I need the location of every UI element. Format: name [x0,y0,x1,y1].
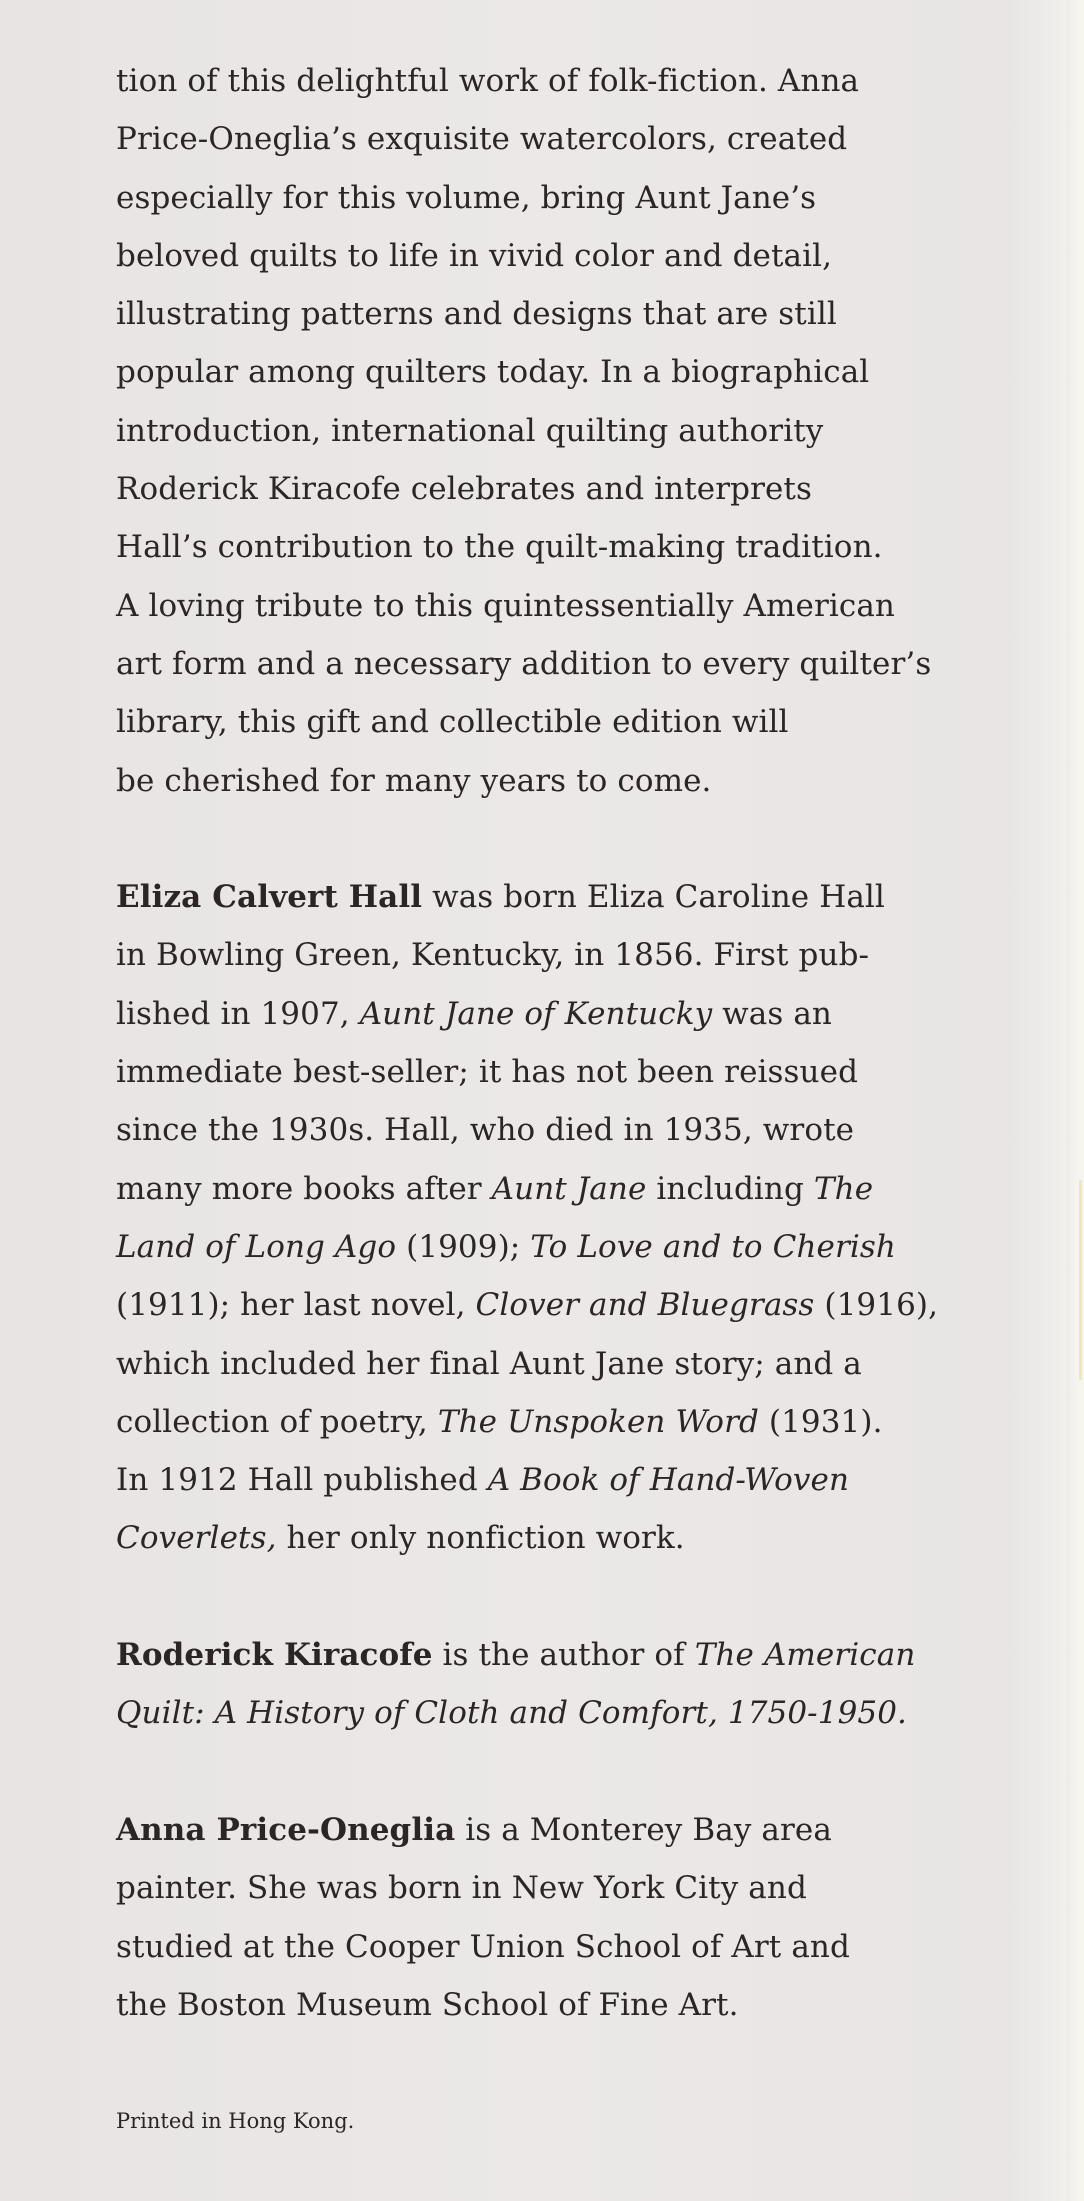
book-title: The [813,1170,874,1207]
text-line: especially for this volume, bring Aunt Jane’s [116,179,817,216]
text-line: Roderick Kiracofe celebrates and interprets [116,471,813,508]
text-line: the Boston Museum School of Fine Art. [116,1986,739,2023]
book-title: Aunt Jane of Kentucky [359,995,713,1032]
text-line: painter. She was born in New York City and [116,1870,807,1907]
description-paragraph [116,52,1046,810]
text-line: collection of poetry, The Unspoken Word (1931). [116,1403,883,1440]
text-line: Hall’s contribution to the quilt-making tradition. [116,529,883,566]
text-line: illustrating patterns and designs that are still [116,296,837,333]
kiracofe-bio-paragraph [116,1626,1046,1743]
text-line: be cherished for many years to come. [116,762,712,799]
book-title: Aunt Jane [491,1170,647,1207]
text-line: popular among quilters today. In a biographical [116,354,870,391]
author-name: Anna Price-Oneglia [116,1811,456,1848]
text-line: many more books after Aunt Jane including The [116,1170,874,1207]
text-line: studied at the Cooper Union School of Art and [116,1928,850,1965]
book-title: Clover and Bluegrass [475,1287,815,1324]
text-line: Land of Long Ago (1909); To Love and to Cherish [116,1228,896,1265]
oneglia-bio-paragraph [116,1801,1046,2034]
text-line: Coverlets, her only nonfiction work. [116,1520,685,1557]
text-line: in Bowling Green, Kentucky, in 1856. First pub- [116,937,870,974]
book-title: To Love and to Cherish [530,1228,896,1265]
book-title: Land of Long Ago [116,1228,397,1265]
text-line: art form and a necessary addition to every quilter’s [116,645,932,682]
text-line: introduction, international quilting authority [116,412,824,449]
text-line: since the 1930s. Hall, who died in 1935, wrote [116,1112,855,1149]
page-edge [1066,0,1084,2201]
text-line: Price-Oneglia’s exquisite watercolors, created [116,121,848,158]
book-title: Coverlets, [116,1520,277,1557]
text-line: tion of this delightful work of folk-fiction. Anna [116,63,860,99]
text-line: beloved quilts to life in vivid color and detail, [116,237,833,274]
author-name: Eliza Calvert Hall [116,879,423,916]
text-line [116,1684,1046,1742]
book-title: The American [694,1637,916,1674]
text-line: immediate best-seller; it has not been reissued [116,1054,859,1091]
text-line: (1911); her last novel, Clover and Bluegrass (1916), [116,1287,939,1324]
text-line: A loving tribute to this quintessentially American [116,587,895,624]
text-line: Eliza Calvert Hall was born Eliza Caroline Hall [116,879,885,916]
text-line: In 1912 Hall published A Book of Hand-Woven [116,1462,850,1499]
flap-text [116,52,1046,2034]
text-line: lished in 1907, Aunt Jane of Kentucky was an [116,995,832,1032]
book-title: The Unspoken Word [437,1403,759,1440]
hall-bio-paragraph [116,868,1046,1568]
text-line: Anna Price-Oneglia is a Monterey Bay area [116,1811,832,1848]
book-title: Quilt: A History of Cloth and Comfort, 1750-1950. [116,1695,907,1732]
text-line: library, this gift and collectible edition will [116,704,789,741]
author-name: Roderick Kiracofe [116,1637,433,1674]
text-line: which included her final Aunt Jane story; and a [116,1345,862,1382]
printed-in-note: Printed in Hong Kong. [116,2109,355,2133]
text-line: Roderick Kiracofe is the author of The American [116,1637,916,1674]
book-title: A Book of Hand-Woven [487,1462,850,1499]
